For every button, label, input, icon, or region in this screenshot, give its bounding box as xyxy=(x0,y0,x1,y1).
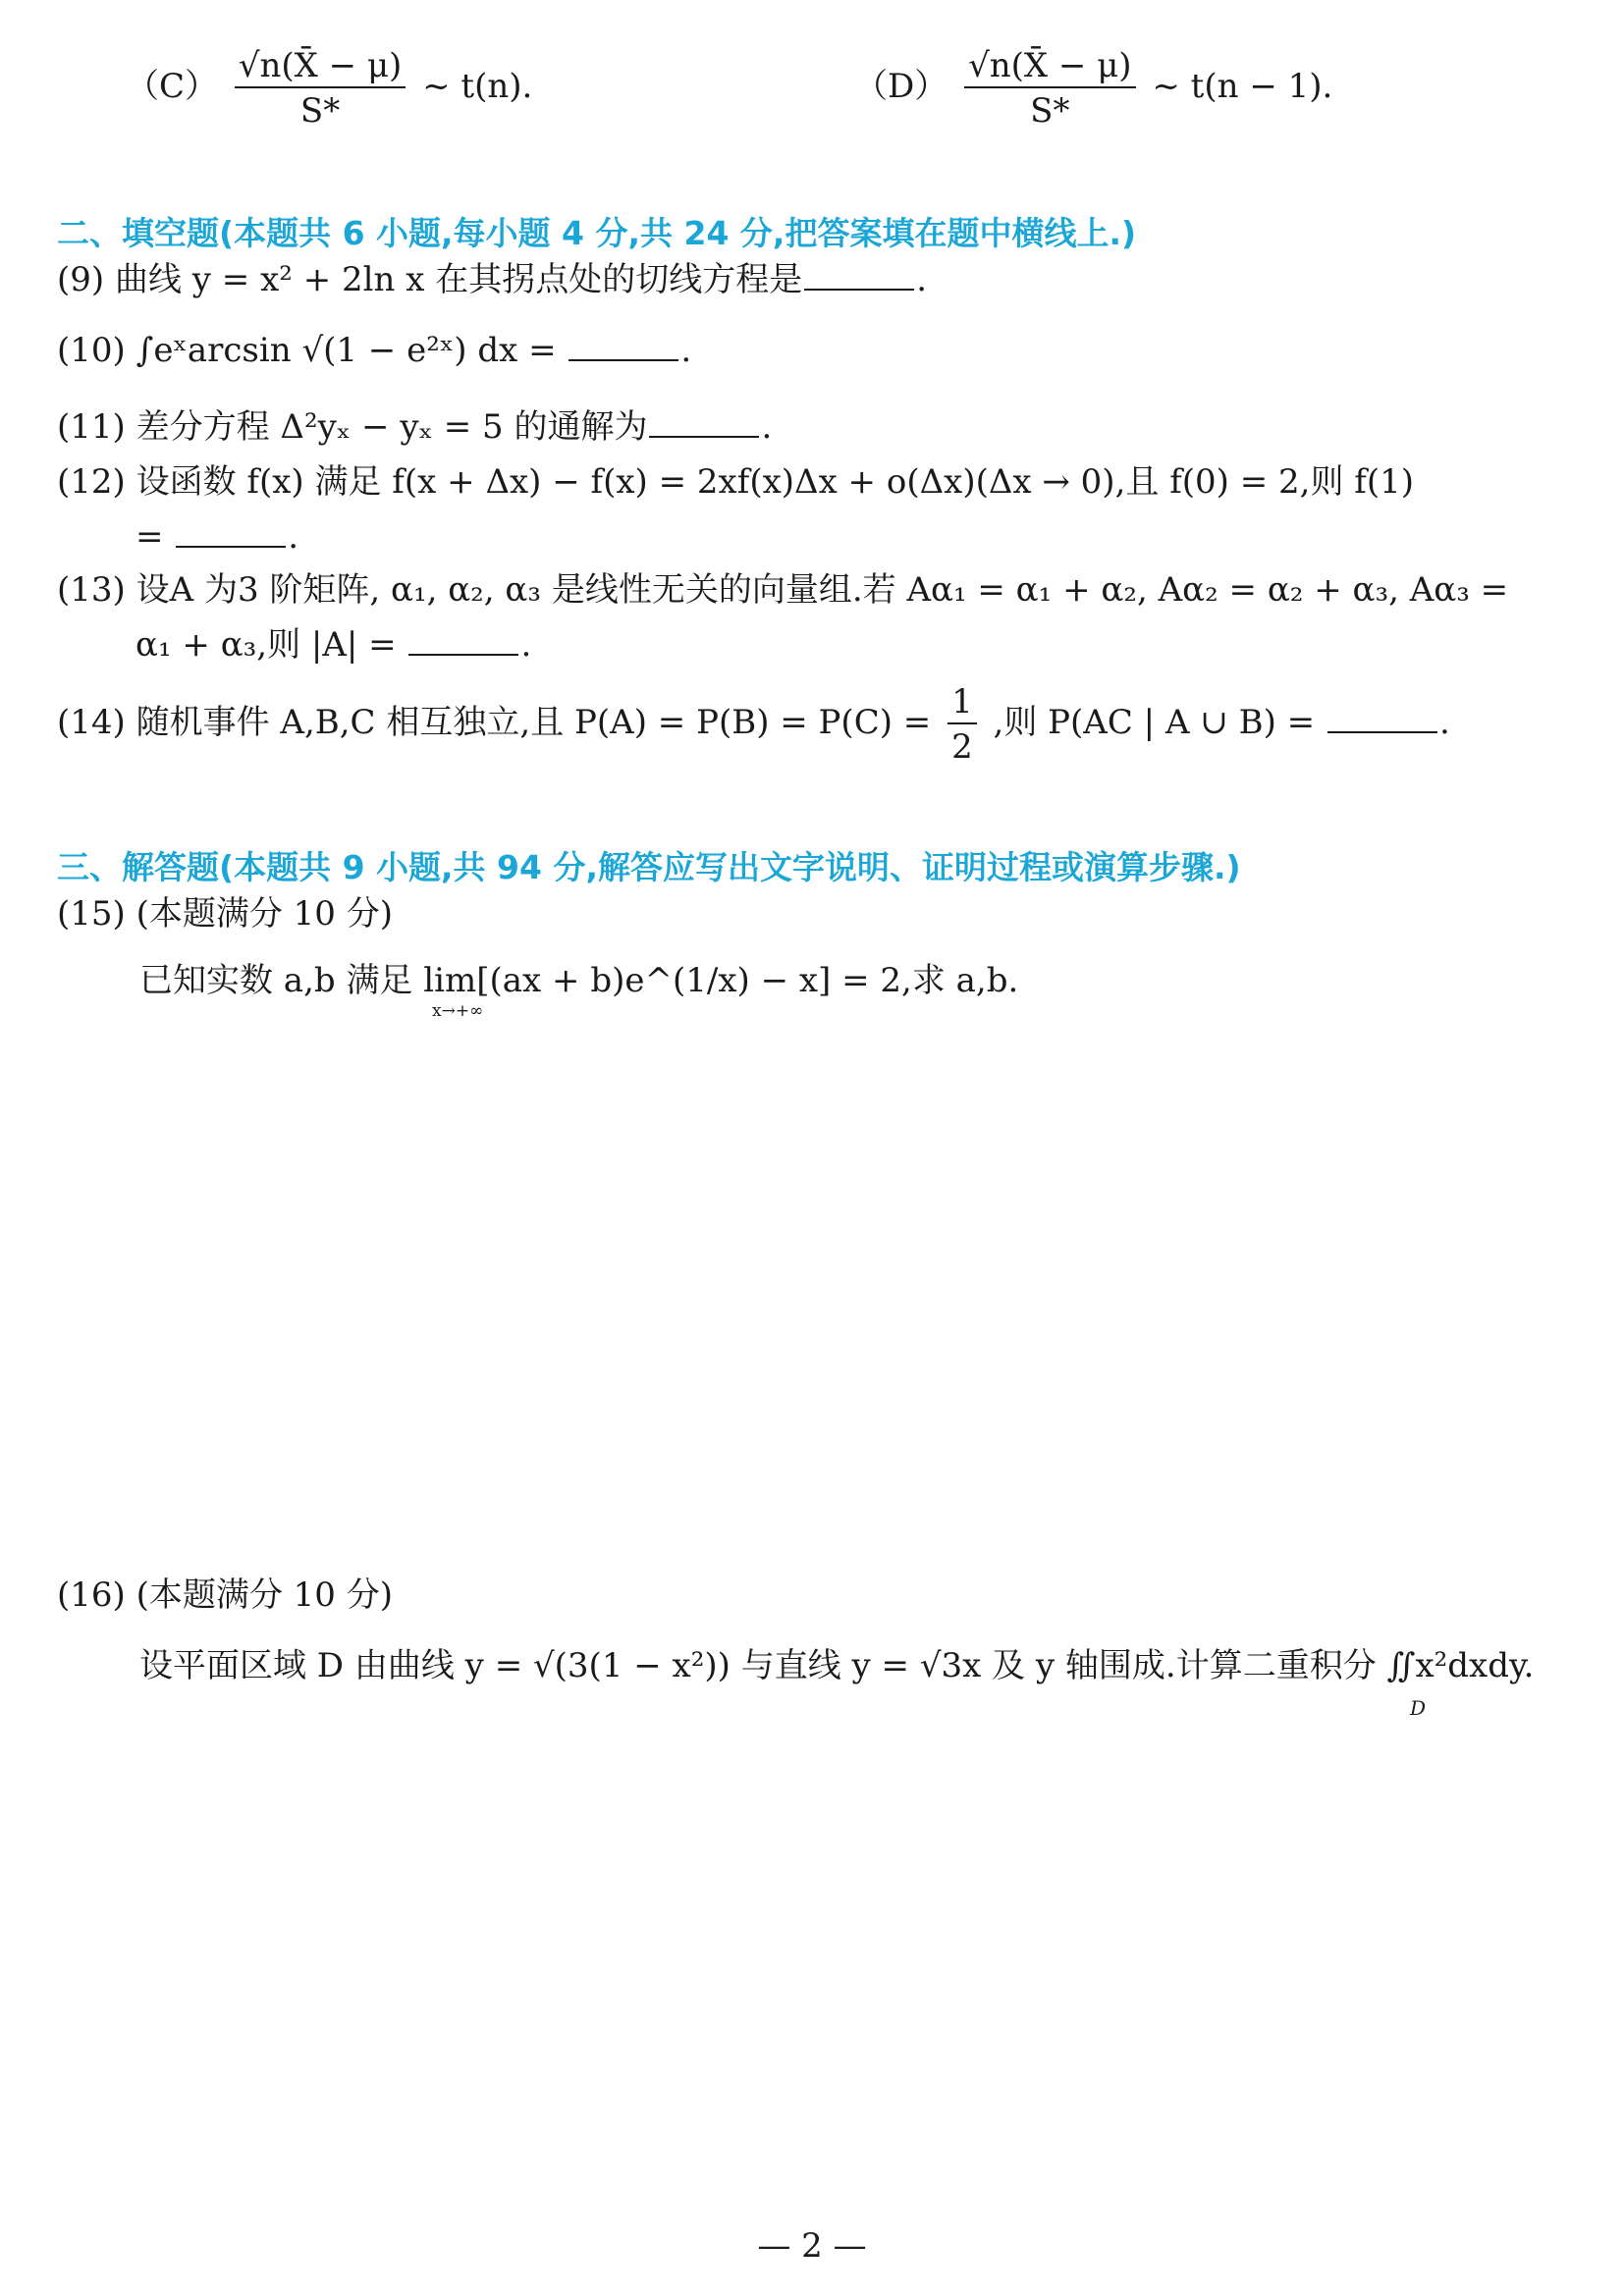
option-d-label: （D） xyxy=(854,67,948,106)
question-16-body-text: 设平面区域 D 由曲线 y = √(3(1 − x²)) 与直线 y = √3x 及 y 轴围成.计算二重积分 ∬x²dxdy. xyxy=(139,1646,1535,1685)
question-13-line1: (13) 设A 为3 阶矩阵, α₁, α₂, α₃ 是线性无关的向量组.若 Aα₁ = α₁ + α₂, Aα₂ = α₂ + α₃, Aα₃ = xyxy=(57,570,1509,610)
option-d xyxy=(854,46,1333,131)
question-10-end: . xyxy=(680,331,692,370)
question-12-line2 xyxy=(135,517,299,557)
option-c xyxy=(126,46,533,131)
question-14-end: . xyxy=(1438,703,1450,742)
option-c-tail: ~ t(n). xyxy=(422,67,533,106)
question-10 xyxy=(57,331,692,370)
question-16-header: (16) (本题满分 10 分) xyxy=(57,1575,394,1615)
question-12-end: . xyxy=(288,517,299,557)
option-d-fraction xyxy=(964,46,1136,131)
question-11-text: (11) 差分方程 Δ²yₓ − yₓ = 5 的通解为 xyxy=(57,407,648,447)
option-c-fraction xyxy=(235,46,406,131)
question-14 xyxy=(57,682,1450,767)
question-13-line2 xyxy=(135,625,532,665)
option-c-label: （C） xyxy=(126,67,219,106)
section2-title: 二、填空题(本题共 6 小题,每小题 4 分,共 24 分,把答案填在题中横线上.) xyxy=(57,214,1137,252)
question-16-body xyxy=(139,1646,1535,1685)
question-14-fraction xyxy=(947,682,977,767)
option-c-denominator: S* xyxy=(299,91,341,131)
question-11 xyxy=(57,407,773,447)
question-14-pre: (14) 随机事件 A,B,C 相互独立,且 P(A) = P(B) = P(C) = xyxy=(57,703,943,742)
answer-blank xyxy=(176,520,286,548)
question-9 xyxy=(57,260,928,299)
question-14-numerator: 1 xyxy=(947,685,977,724)
question-10-text: (10) ∫eˣarcsin √(1 − e²ˣ) dx = xyxy=(57,331,568,370)
page-number: — 2 — xyxy=(757,2226,867,2266)
option-c-numerator: √n(X̄ − μ) xyxy=(235,49,406,88)
question-16-integral-subscript: D xyxy=(1410,1696,1427,1720)
question-15-header: (15) (本题满分 10 分) xyxy=(57,894,394,934)
question-14-denominator: 2 xyxy=(951,727,973,767)
answer-blank xyxy=(1327,706,1437,733)
option-d-denominator: S* xyxy=(1030,91,1070,131)
question-9-end: . xyxy=(916,260,928,299)
question-13-end: . xyxy=(520,625,532,665)
answer-blank xyxy=(804,263,914,291)
section3-title: 三、解答题(本题共 9 小题,共 94 分,解答应写出文字说明、证明过程或演算步骤.) xyxy=(57,848,1241,886)
question-13-line2-text: α₁ + α₃,则 |A| = xyxy=(135,625,407,665)
answer-blank xyxy=(649,410,759,438)
question-9-text: (9) 曲线 y = x² + 2ln x 在其拐点处的切线方程是 xyxy=(57,260,803,299)
question-12-line2-text: = xyxy=(135,517,175,557)
question-14-post: ,则 P(AC | A ∪ B) = xyxy=(993,703,1326,742)
option-d-tail: ~ t(n − 1). xyxy=(1152,67,1333,106)
answer-blank xyxy=(568,334,678,361)
option-d-numerator: √n(X̄ − μ) xyxy=(964,49,1136,88)
question-15-limit-subscript: x→+∞ xyxy=(432,1001,484,1021)
question-12-line1: (12) 设函数 f(x) 满足 f(x + Δx) − f(x) = 2xf(x)Δx + o(Δx)(Δx → 0),且 f(0) = 2,则 f(1) xyxy=(57,462,1415,502)
question-15-body xyxy=(139,961,1019,1000)
answer-blank xyxy=(408,628,518,656)
question-11-end: . xyxy=(761,407,773,447)
question-15-body-text: 已知实数 a,b 满足 lim[(ax + b)e^(1/x) − x] = 2,求 a,b. xyxy=(139,961,1019,1000)
